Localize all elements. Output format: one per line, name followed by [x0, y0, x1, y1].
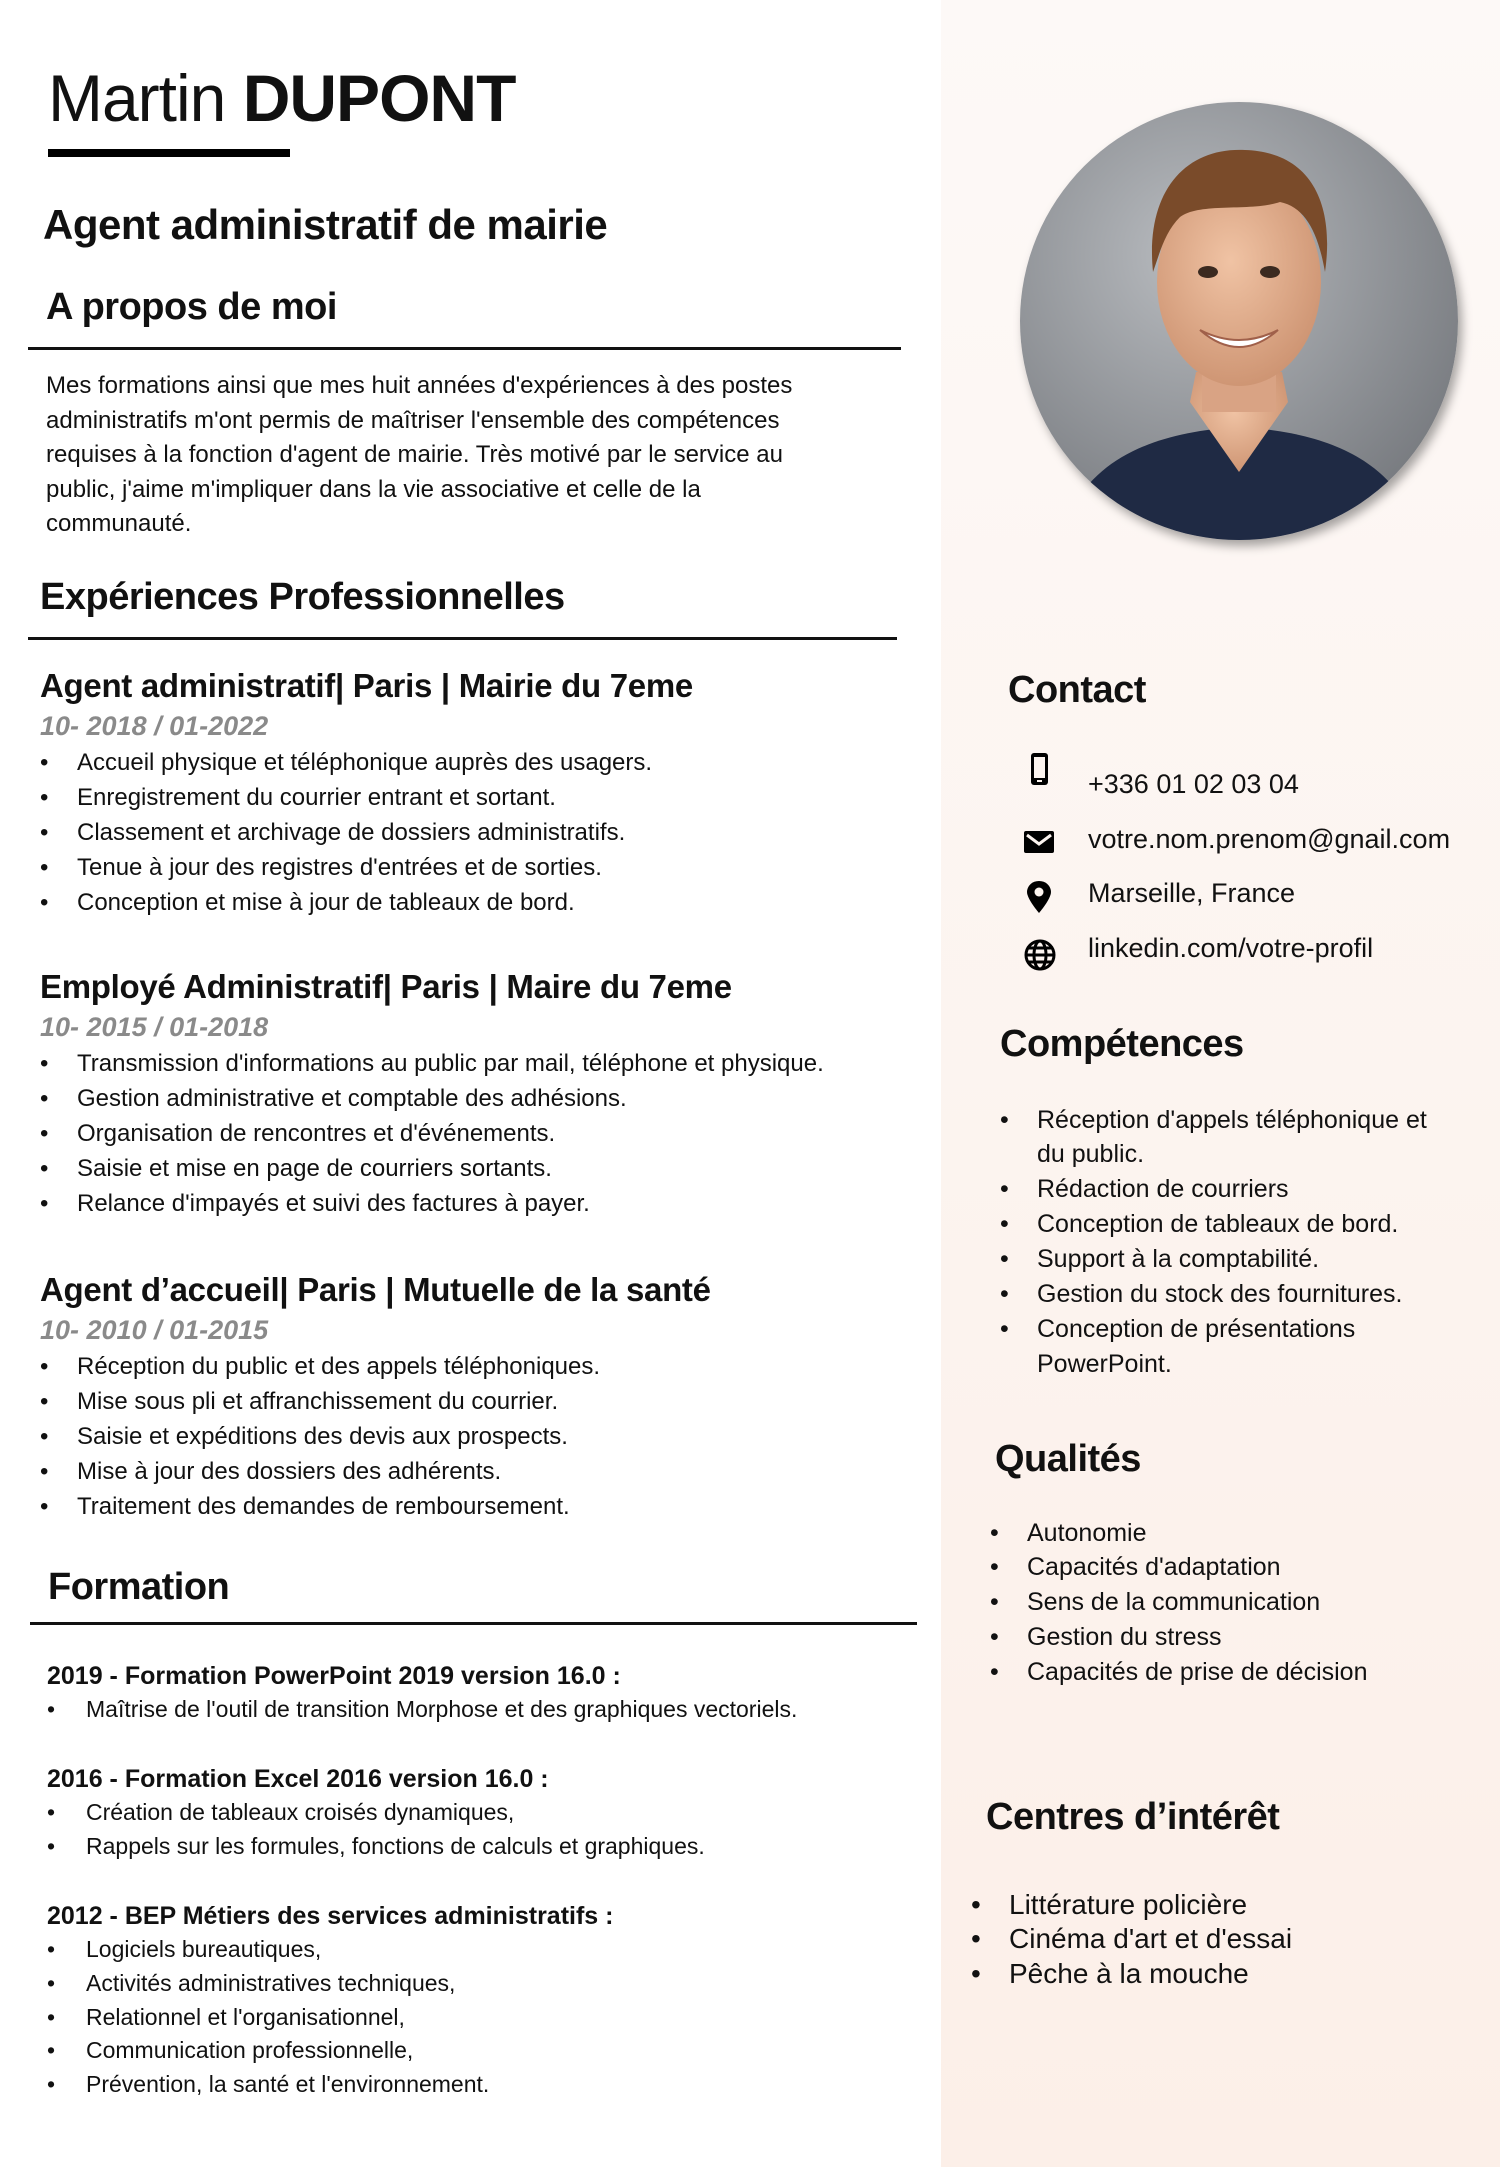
list-item: Accueil physique et téléphonique auprès des usagers.	[77, 748, 653, 776]
qualities-heading: Qualités	[995, 1438, 1141, 1480]
about-line: public, j'aime m'impliquer dans la vie associative et celle de la	[46, 475, 701, 503]
bullet-dot: •	[971, 1923, 981, 1955]
about-line: communauté.	[46, 510, 192, 538]
list-item: Création de tableaux croisés dynamiques,	[86, 1799, 515, 1826]
list-item: Prévention, la santé et l'environnement.	[86, 2070, 490, 2097]
about-heading: A propos de moi	[46, 286, 337, 328]
bullet-dot: •	[990, 1553, 999, 1582]
list-item: Cinéma d'art et d'essai	[1009, 1923, 1293, 1955]
bullet-dot: •	[40, 1492, 49, 1520]
list-item: Littérature policière	[1009, 1888, 1248, 1920]
bullet-dot: •	[47, 2070, 56, 2097]
list-item: Gestion du stress	[1027, 1623, 1222, 1652]
education-heading: Formation	[48, 1566, 230, 1608]
job-title: Agent administratif de mairie	[43, 201, 608, 248]
list-item: Gestion du stock des fournitures.	[1037, 1280, 1403, 1309]
bullet-dot: •	[40, 748, 49, 776]
list-item: Mise sous pli et affranchissement du courrier.	[77, 1387, 559, 1415]
list-item: Maîtrise de l'outil de transition Morphose et des graphiques vectoriels.	[86, 1696, 798, 1723]
list-item: Classement et archivage de dossiers administratifs.	[77, 818, 626, 846]
list-item: Saisie et mise en page de courriers sortants.	[77, 1154, 552, 1182]
education-title: 2019 - Formation PowerPoint 2019 version 16.0 :	[47, 1662, 621, 1690]
list-item: PowerPoint.	[1037, 1349, 1172, 1378]
list-item: Autonomie	[1027, 1518, 1147, 1547]
bullet-dot: •	[40, 1457, 49, 1485]
about-line: administratifs m'ont permis de maîtriser l'ensemble des compétences	[46, 406, 780, 434]
bullet-dot: •	[1000, 1314, 1009, 1343]
bullet-dot: •	[47, 2037, 56, 2064]
list-item: Conception de tableaux de bord.	[1037, 1210, 1399, 1239]
list-item: Activités administratives techniques,	[86, 1969, 456, 1996]
bullet-dot: •	[47, 1799, 56, 1826]
bullet-dot: •	[1000, 1280, 1009, 1309]
list-item: Communication professionnelle,	[86, 2037, 414, 2064]
list-item: Capacités de prise de décision	[1027, 1658, 1368, 1687]
list-item: Saisie et expéditions des devis aux prospects.	[77, 1422, 568, 1450]
list-item: Support à la comptabilité.	[1037, 1245, 1320, 1274]
profile-photo	[1020, 102, 1458, 540]
bullet-dot: •	[47, 1832, 56, 1859]
globe-icon	[1023, 938, 1057, 972]
job-dates: 10- 2018 / 01-2022	[40, 711, 269, 741]
contact-phone: +336 01 02 03 04	[1088, 769, 1299, 799]
list-item: Conception de présentations	[1037, 1314, 1356, 1343]
first-name: Martin	[48, 61, 226, 135]
interests-heading: Centres d’intérêt	[986, 1796, 1280, 1838]
job-title: Agent d’accueil| Paris | Mutuelle de la santé	[40, 1271, 711, 1308]
list-item: du public.	[1037, 1140, 1145, 1169]
bullet-dot: •	[1000, 1175, 1009, 1204]
about-line: requises à la fonction d'agent de mairie. Très motivé par le service au	[46, 441, 783, 469]
about-line: Mes formations ainsi que mes huit années d'expériences à des postes	[46, 372, 793, 399]
bullet-dot: •	[40, 1422, 49, 1450]
email-icon	[1022, 825, 1056, 859]
list-item: Gestion administrative et comptable des adhésions.	[77, 1084, 627, 1112]
list-item: Logiciels bureautiques,	[86, 1936, 322, 1963]
bullet-dot: •	[971, 1888, 981, 1920]
list-item: Conception et mise à jour de tableaux de bord.	[77, 888, 575, 916]
bullet-dot: •	[40, 1049, 49, 1077]
bullet-dot: •	[40, 1387, 49, 1415]
list-item: Relance d'impayés et suivi des factures à payer.	[77, 1189, 590, 1217]
list-item: Enregistrement du courrier entrant et sortant.	[77, 783, 556, 811]
location-icon	[1022, 880, 1056, 914]
experience-divider	[28, 637, 897, 640]
contact-location: Marseille, France	[1088, 878, 1296, 908]
bullet-dot: •	[990, 1658, 999, 1687]
list-item: Pêche à la mouche	[1009, 1957, 1249, 1989]
bullet-dot: •	[47, 1969, 56, 1996]
bullet-dot: •	[990, 1588, 999, 1617]
bullet-dot: •	[47, 1936, 56, 1963]
education-title: 2016 - Formation Excel 2016 version 16.0 :	[47, 1765, 549, 1793]
contact-heading: Contact	[1008, 669, 1146, 711]
job-title: Employé Administratif| Paris | Maire du 7eme	[40, 968, 732, 1005]
bullet-dot: •	[40, 1084, 49, 1112]
education-divider	[30, 1622, 917, 1625]
list-item: Réception du public et des appels téléphoniques.	[77, 1352, 601, 1380]
list-item: Sens de la communication	[1027, 1588, 1321, 1617]
full-name	[48, 58, 515, 138]
skills-heading: Compétences	[1000, 1023, 1244, 1065]
bullet-dot: •	[990, 1518, 999, 1547]
bullet-dot: •	[971, 1957, 981, 1989]
list-item: Réception d'appels téléphonique et	[1037, 1105, 1427, 1134]
bullet-dot: •	[990, 1623, 999, 1652]
bullet-dot: •	[40, 853, 49, 881]
education-title: 2012 - BEP Métiers des services administratifs :	[47, 1902, 614, 1930]
job-title: Agent administratif| Paris | Mairie du 7eme	[40, 667, 693, 704]
bullet-dot: •	[40, 783, 49, 811]
about-divider	[28, 347, 901, 350]
bullet-dot: •	[40, 1189, 49, 1217]
list-item: Mise à jour des dossiers des adhérents.	[77, 1457, 502, 1485]
list-item: Transmission d'informations au public par mail, téléphone et physique.	[77, 1049, 824, 1077]
bullet-dot: •	[47, 2003, 56, 2030]
bullet-dot: •	[40, 888, 49, 916]
bullet-dot: •	[40, 1119, 49, 1147]
list-item: Rédaction de courriers	[1037, 1175, 1289, 1204]
contact-email: votre.nom.prenom@gnail.com	[1088, 824, 1451, 854]
list-item: Capacités d'adaptation	[1027, 1553, 1281, 1582]
bullet-dot: •	[40, 1154, 49, 1182]
list-item: Organisation de rencontres et d'événements.	[77, 1119, 556, 1147]
last-name: DUPONT	[242, 61, 516, 135]
list-item: Relationnel et l'organisationnel,	[86, 2003, 405, 2030]
bullet-dot: •	[40, 1352, 49, 1380]
name-underline	[48, 149, 290, 157]
list-item: Traitement des demandes de remboursement.	[77, 1492, 570, 1520]
contact-globe: linkedin.com/votre-profil	[1088, 933, 1374, 963]
job-dates: 10- 2010 / 01-2015	[40, 1315, 269, 1345]
bullet-dot: •	[1000, 1245, 1009, 1274]
list-item: Tenue à jour des registres d'entrées et de sorties.	[77, 853, 602, 881]
bullet-dot: •	[1000, 1105, 1009, 1134]
phone-icon	[1023, 752, 1057, 786]
experience-heading: Expériences Professionnelles	[40, 576, 565, 618]
bullet-dot: •	[47, 1696, 56, 1723]
bullet-dot: •	[1000, 1210, 1009, 1239]
list-item: Rappels sur les formules, fonctions de calculs et graphiques.	[86, 1832, 705, 1859]
job-dates: 10- 2015 / 01-2018	[40, 1012, 269, 1042]
bullet-dot: •	[40, 818, 49, 846]
